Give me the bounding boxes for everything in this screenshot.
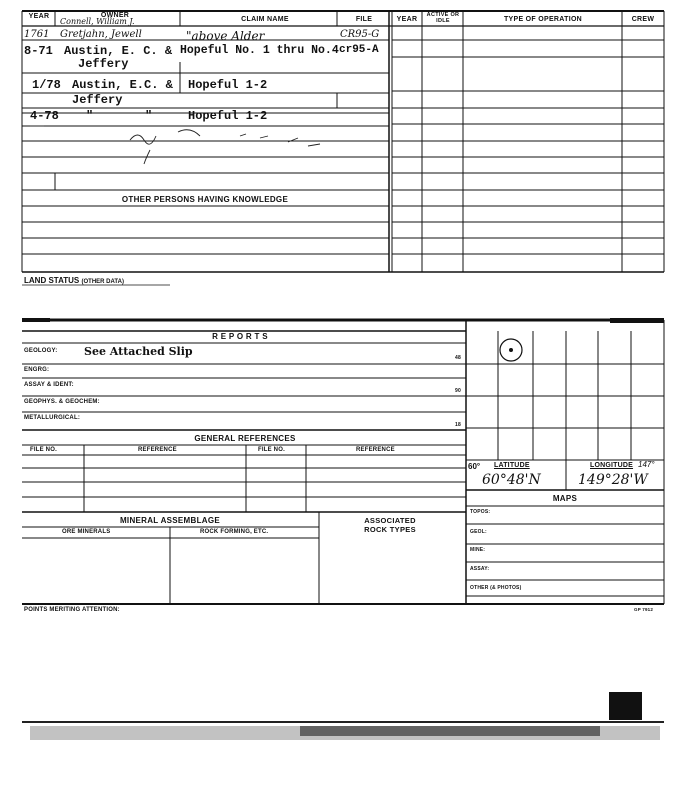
ore-minerals-header: ORE MINERALS xyxy=(62,529,111,535)
rock-forming-header: ROCK FORMING, ETC. xyxy=(200,529,269,535)
genref-file-no-2: FILE NO. xyxy=(258,447,285,453)
genref-reference-2: REFERENCE xyxy=(356,447,395,453)
row3-owner: Austin, E.C. & xyxy=(72,78,173,92)
row4-claim: Hopeful 1-2 xyxy=(188,109,268,123)
row1-year: 1761 xyxy=(24,29,50,40)
maps-title: MAPS xyxy=(552,494,578,503)
row1-owner: Gretjahn, Jewell xyxy=(60,29,142,40)
longitude-suffix: 147° xyxy=(638,460,655,469)
reports-metallurgical-num: 18 xyxy=(455,422,461,428)
reports-assay-label: ASSAY & IDENT: xyxy=(24,382,74,388)
header-type-of-operation: TYPE OF OPERATION xyxy=(503,16,583,23)
genref-file-no-1: FILE NO. xyxy=(30,447,57,453)
reports-assay-num: 90 xyxy=(455,388,461,394)
longitude-label: LONGITUDE xyxy=(590,462,634,469)
rock-types-header: ROCK TYPES xyxy=(364,525,416,534)
header-claim-name: CLAIM NAME xyxy=(241,16,289,23)
row3-owner-line2: Jeffery xyxy=(72,93,123,107)
row2-claim: Hopeful No. 1 thru No.4 xyxy=(180,44,339,57)
row1-file: CR95-G xyxy=(340,29,380,40)
header-active-idle: ACTIVE OR IDLE xyxy=(426,12,460,24)
other-persons-heading: OTHER PERSONS HAVING KNOWLEDGE xyxy=(121,195,289,204)
mineral-assemblage-title: MINERAL ASSEMBLAGE xyxy=(119,516,221,525)
row2-file: cr95-A xyxy=(339,44,379,56)
maps-topos: TOPOS: xyxy=(470,509,491,515)
row3-year: 1/78 xyxy=(32,78,61,92)
header-crew: CREW xyxy=(631,16,655,23)
handwritten-owner-note: Connell, William J. xyxy=(60,17,135,26)
row2-owner-line2: Jeffery xyxy=(78,57,129,71)
maps-assay: ASSAY: xyxy=(470,566,490,572)
land-status-text: LAND STATUS xyxy=(24,276,80,285)
row1-claim: "above Alder xyxy=(186,29,265,43)
associated-header: ASSOCIATED xyxy=(364,516,416,525)
header-year-right: YEAR xyxy=(396,16,418,23)
general-references-title: GENERAL REFERENCES xyxy=(194,434,296,443)
row3-claim: Hopeful 1-2 xyxy=(188,78,268,92)
row4-year: 4-78 xyxy=(30,109,59,123)
longitude-value: 149°28'W xyxy=(578,472,648,488)
reports-geology-value: See Attached Slip xyxy=(84,345,193,358)
maps-other: OTHER (& PHOTOS) xyxy=(470,585,522,591)
form-number: GP 7912 xyxy=(634,607,654,612)
points-meriting-attention: POINTS MERITING ATTENTION: xyxy=(24,607,120,613)
genref-reference-1: REFERENCE xyxy=(138,447,177,453)
latitude-value: 60°48'N xyxy=(482,472,541,488)
header-file: FILE xyxy=(355,16,373,23)
row4-owner-ditto-2: " xyxy=(145,109,153,123)
row4-owner-ditto: " xyxy=(86,109,94,123)
land-status-label xyxy=(24,276,124,285)
reports-metallurgical-label: METALLURGICAL: xyxy=(24,415,81,421)
reports-engrg-label: ENGRG: xyxy=(24,367,50,373)
land-status-sub: (OTHER DATA) xyxy=(81,279,124,285)
reports-geology-label: GEOLOGY: xyxy=(24,348,58,354)
reports-title: R E P O R T S xyxy=(212,332,268,341)
header-owner: OWNER xyxy=(100,12,130,19)
reports-geology-num: 48 xyxy=(455,355,461,361)
row2-year: 8-71 xyxy=(24,44,53,58)
latitude-prefix: 60° xyxy=(468,462,481,471)
row2-owner: Austin, E. C. & xyxy=(64,44,173,58)
reports-geophys-label: GEOPHYS. & GEOCHEM: xyxy=(24,399,100,405)
latitude-label: LATITUDE xyxy=(494,462,530,469)
header-year: YEAR xyxy=(28,13,50,20)
maps-geol: GEOL: xyxy=(470,529,487,535)
maps-mine: MINE: xyxy=(470,547,486,553)
